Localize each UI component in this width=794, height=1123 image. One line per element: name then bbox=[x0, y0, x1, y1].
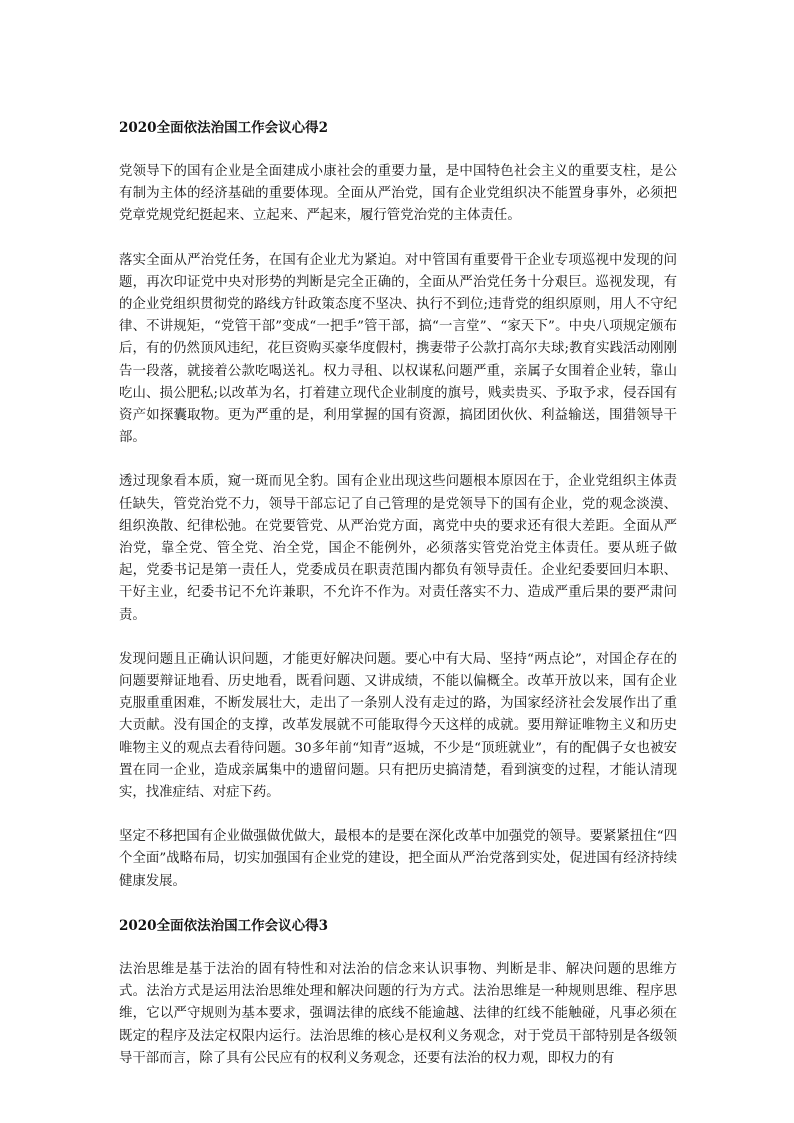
document-body bbox=[119, 117, 677, 1092]
section-heading: 2020全面依法治国工作会议心得2 bbox=[119, 120, 328, 136]
paragraph: 法治思维是基于法治的固有特性和对法治的信念来认识事物、判断是非、解决问题的思维方式。法治方式是运用法治思维处理和解决问题的行为方式。法治思维是一种规则思维、程序思维，它以严守规则为基本要求，强调法律的底线不能逾越、法律的红线不能触碰，凡事必须在既定的程序及法定权限内运行。法治思维的核心是权利义务观念，对于党员干部特别是各级领导干部而言，除了具有公民应有的权利义务观念，还要有法治的权力观，即权力的有 bbox=[119, 961, 677, 1066]
paragraph: 发现问题且正确认识问题，才能更好解决问题。要心中有大局、坚持“两点论”，对国企存在的问题要辩证地看、历史地看，既看问题、又讲成绩，不能以偏概全。改革开放以来，国有企业克服重重困难，不断发展壮大，走出了一条别人没有走过的路，为国家经济社会发展作出了重大贡献。没有国企的支撑，改革发展就不可能取得今天这样的成就。要用辩证唯物主义和历史唯物主义的观点去看待问题。30多年前“知青”返城，不少是“顶班就业”，有的配偶子女也被安置在同一企业，造成亲属集中的遗留问题。只有把历史搞清楚，看到演变的过程，才能认清现实，找准症结、对症下药。 bbox=[119, 651, 677, 801]
section-heading: 2020全面依法治国工作会议心得3 bbox=[119, 917, 328, 934]
paragraph: 坚定不移把国有企业做强做优做大，最根本的是要在深化改革中加强党的领导。要紧紧扭住“四个全面”战略布局，切实加强国有企业党的建设，把全面从严治党落到实处，促进国有经济持续健康发展。 bbox=[119, 829, 677, 889]
paragraph: 透过现象看本质，窥一斑而见全豹。国有企业出现这些问题根本原因在于，企业党组织主体责任缺失，管党治党不力，领导干部忘记了自己管理的是党领导下的国有企业，党的观念淡漠、组织涣散、纪律松弛。在党要管党、从严治党方面，离党中央的要求还有很大差距。全面从严治党，靠全党、管全党、治全党，国企不能例外，必须落实管党治党主体责任。要从班子做起，党委书记是第一责任人，党委成员在职责范围内都负有领导责任。企业纪委要回归本职、干好主业，纪委书记不允许兼职，不允许不作为。对责任落实不力、造成严重后果的要严肃问责。 bbox=[119, 474, 677, 623]
section-1 bbox=[119, 117, 677, 893]
paragraph: 党领导下的国有企业是全面建成小康社会的重要力量，是中国特色社会主义的重要支柱，是公有制为主体的经济基础的重要体现。全面从严治党，国有企业党组织决不能置身事外，必须把党章党规党纪挺起来、立起来、严起来，履行管党治党的主体责任。 bbox=[119, 164, 677, 224]
section-2 bbox=[119, 915, 677, 1070]
paragraph: 落实全面从严治党任务，在国有企业尤为紧迫。对中管国有重要骨干企业专项巡视中发现的问题，再次印证党中央对形势的判断是完全正确的，全面从严治党任务十分艰巨。巡视发现，有的企业党组织贯彻党的路线方针政策态度不坚决、执行不到位;违背党的组织原则，用人不守纪律、不讲规矩，“党管干部”变成“一把手”管干部，搞“一言堂”、“家天下”。中央八项规定颁布后，有的仍然顶风违纪，花巨资购买豪华度假村，携妻带子公款打高尔夫球;教育实践活动刚刚告一段落，就接着公款吃喝送礼。权力寻租、以权谋私问题严重，亲属子女围着企业转，靠山吃山、损公肥私;以改革为名，打着建立现代企业制度的旗号，贱卖贵买、予取予求，侵吞国有资产如探囊取物。更为严重的是，利用掌握的国有资源，搞团团伙伙、利益输送，围猎领导干部。 bbox=[119, 252, 677, 446]
